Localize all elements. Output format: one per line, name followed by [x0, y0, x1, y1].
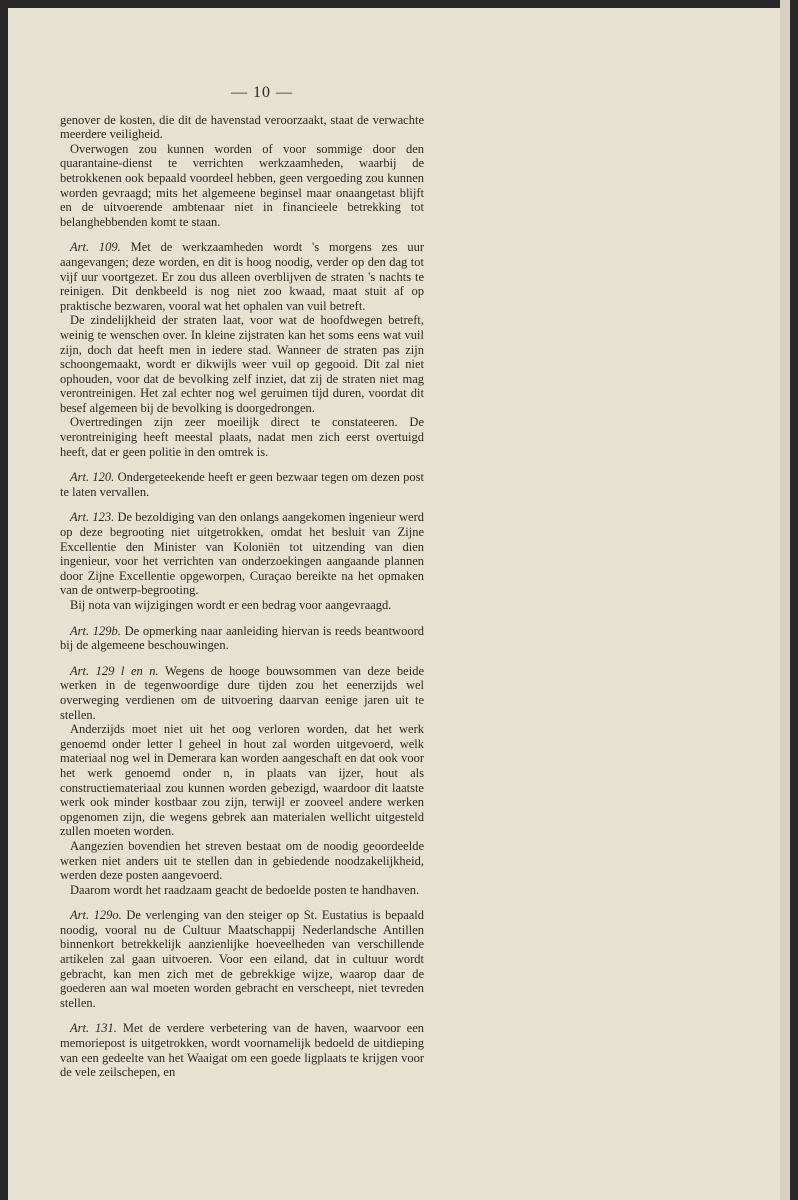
- paragraph: De zindelijkheid der straten laat, voor wat de hoofdwegen betreft, weinig te wenschen over. In kleine zijstraten kan het soms eens wat vuil zijn, doch dat heeft men in iedere stad. Wanneer de straten pas zijn schoongemaakt, wordt er dikwijls weer vuil op gegooid. Dit zal niet ophouden, voor dat de bevolking zelf inziet, dat zij de straten niet mag verontreinigen. Het zal echter nog wel geruimen tijd duren, voordat dit besef algemeen bij de bevolking is doorgedrongen.: [60, 313, 424, 415]
- paragraph: [60, 664, 424, 722]
- page-number: — 10 —: [231, 84, 293, 101]
- section-gap: [60, 897, 424, 908]
- section-gap: [60, 499, 424, 510]
- article-section: [60, 1021, 424, 1079]
- paragraph: Daarom wordt het raadzaam geacht de bedoelde posten te handhaven.: [70, 882, 420, 897]
- paragraph-text: Met de verdere verbetering van de haven, waarvoor een memoriepost is uitgetrokken, wordt voornamelijk bedoeld de uitdieping van een gedeelte van het Waaigat om een goede ligplaats te krijgen voor de vele zeilschepen, en: [60, 1021, 424, 1080]
- article-section: [60, 470, 424, 499]
- article-section: [60, 908, 424, 1010]
- paragraph-text: Ondergeteekende heeft er geen bezwaar tegen om dezen post te laten vervallen.: [60, 470, 425, 499]
- section-gap: [60, 229, 424, 240]
- paragraph: [60, 470, 424, 499]
- article-reference: Art. 129o.: [70, 908, 122, 923]
- section-gap: [60, 1010, 424, 1021]
- article-reference: Art. 123.: [70, 510, 115, 525]
- article-section: [60, 664, 424, 898]
- paragraph: Aangezien bovendien het streven bestaat om de noodig geoordeelde werken niet anders uit te stellen dan in gebiedende noodzakelijkheid, werden deze posten aangevoerd.: [60, 838, 424, 883]
- document-page: [8, 8, 788, 1200]
- paragraph: Anderzijds moet niet uit het oog verloren worden, dat het werk genoemd onder letter l geheel in hout zal worden uitgevoerd, welk materiaal nog wel in Demerara kan worden aangeschaft en dat ook voor het werk genoemd onder n, in plaats van ijzer, hout als constructiemateriaal zou kunnen worden gebezigd, waardoor dit laatste werk ook minder kostbaar zou zijn, terwijl er zooveel andere werken opgenomen zijn, die wegens gebrek aan materialen wellicht uitgesteld zullen moeten worden.: [60, 722, 424, 839]
- page-edge: [780, 0, 790, 1200]
- article-reference: Art. 129 l en n.: [70, 663, 159, 678]
- sections: [60, 113, 424, 1080]
- paragraph: genover de kosten, die dit de havenstad veroorzaakt, staat de verwachte meerdere veiligheid.: [60, 112, 424, 142]
- paragraph-text: Met de werkzaamheden wordt 's morgens zes uur aangevangen; deze worden, en dit is hoog noodig, verder op den dag tot vijf uur voortgezet. Er zou dus alleen overblijven de straten 's nachts te reinigen. Dit denkbeeld is nog niet zoo kwaad, maat stuit af op praktische bezwaren, vooral wat het ophalen van vuil betreft.: [60, 240, 424, 313]
- article-section: [60, 624, 424, 653]
- article-section: [60, 240, 424, 459]
- paragraph: Overwogen zou kunnen worden of voor sommige door den quarantaine-dienst te verrichten werkzaamheden, waarbij de betrokkenen ook bepaald voordeel hebben, geen vergoeding zou kunnen worden gevraagd; mits het algemeene beginsel maar onaangetast blijft en de uitvoerende ambtenaar niet in financieele betrekking tot belanghebbenden komt te staan.: [60, 141, 424, 229]
- paragraph: [60, 510, 424, 598]
- paragraph: [60, 240, 424, 313]
- page-content: [60, 86, 424, 1080]
- paragraph: [60, 1021, 424, 1079]
- article-reference: Art. 129b.: [70, 623, 121, 638]
- section-gap: [60, 653, 424, 664]
- article-section: [60, 510, 424, 612]
- article-reference: Art. 109.: [70, 240, 121, 255]
- section-gap: [60, 613, 424, 624]
- article-reference: Art. 131.: [70, 1021, 117, 1036]
- article-section: [60, 113, 424, 230]
- paragraph: Overtredingen zijn zeer moeilijk direct te constateeren. De verontreiniging heeft meestal plaats, nadat men zich eerst overtuigd heeft, dat er geen politie in den omtrek is.: [60, 415, 424, 459]
- paragraph: Bij nota van wijzigingen wordt er een bedrag voor aangevraagd.: [70, 598, 392, 612]
- paragraph-text: De bezoldiging van den onlangs aangekomen ingenieur werd op deze begrooting niet uitgetrokken, omdat het besluit van Zijne Excellentie den Minister van Koloniën tot uitzending van dien ingenieur, voor het verrichten van onderzoekingen aangaande plannen door Zijne Excellentie opgeworpen, Curaçao bereikte na het opmaken van de ontwerp-begrooting.: [60, 510, 424, 598]
- paragraph: [60, 908, 424, 1010]
- article-reference: Art. 120.: [70, 470, 115, 485]
- paragraph: [60, 624, 424, 653]
- paragraph-text: De verlenging van den steiger op St. Eustatius is bepaald noodig, vooral nu de Cultuur Maatschappij Nederlandsche Antillen binnenkort betrekkelijk aanzienlijke hoeveelheden van verschillende artikelen zal gaan uitvoeren. Voor een eiland, dat in cultuur wordt gebracht, kan men zich met de gebrekkige wijze, waarop daar de goederen aan wal moeten worden gebracht en verscheept, niet tevreden stellen.: [60, 908, 425, 1010]
- paragraph-text: De opmerking naar aanleiding hiervan is reeds beantwoord bij de algemeene beschouwingen.: [60, 623, 424, 653]
- section-gap: [60, 459, 424, 470]
- paragraph-text: Wegens de hooge bouwsommen van deze beide werken in de tegenwoordige dure tijden zou het eenerzijds wel overweging verdienen om de uitvoering daarvan eenige jaren uit te stellen.: [60, 663, 424, 722]
